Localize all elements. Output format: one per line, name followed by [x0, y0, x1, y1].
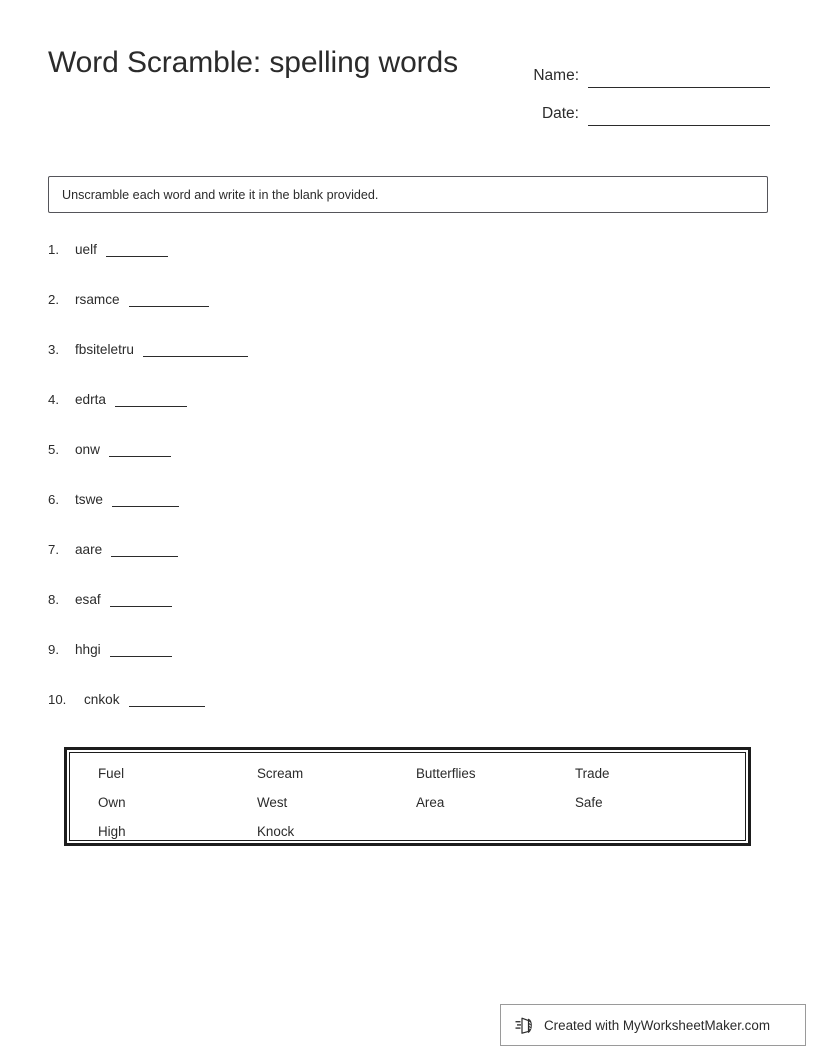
worksheet-maker-logo-icon [515, 1014, 537, 1036]
word-bank-word: Butterflies [416, 766, 476, 781]
problem-number: 8. [48, 592, 59, 607]
problem-row [48, 690, 748, 740]
footer-badge[interactable] [500, 1004, 806, 1046]
answer-blank[interactable] [110, 640, 172, 657]
worksheet-header [48, 42, 770, 152]
scrambled-word: fbsiteletru [75, 342, 134, 357]
scrambled-word: tswe [75, 492, 103, 507]
problem-row [48, 590, 748, 640]
problem-row [48, 390, 748, 440]
problem-number: 4. [48, 392, 59, 407]
problem-list [48, 240, 748, 740]
name-input-line[interactable] [588, 67, 770, 88]
word-bank-word: Scream [257, 766, 304, 781]
problem-row [48, 340, 748, 390]
answer-blank[interactable] [110, 590, 172, 607]
date-label: Date: [541, 105, 579, 122]
problem-row [48, 240, 748, 290]
problem-row [48, 490, 748, 540]
name-row [470, 50, 770, 88]
word-bank-box [64, 747, 751, 846]
answer-blank[interactable] [115, 390, 187, 407]
problem-row [48, 540, 748, 590]
problem-row [48, 640, 748, 690]
problem-number: 9. [48, 642, 59, 657]
word-bank-row [98, 765, 745, 794]
answer-blank[interactable] [109, 440, 171, 457]
answer-blank[interactable] [111, 540, 178, 557]
word-bank-word: West [257, 795, 288, 810]
word-bank-word: Safe [575, 795, 603, 810]
word-bank-word: High [98, 824, 126, 839]
scrambled-word: rsamce [75, 292, 120, 307]
problem-row [48, 290, 748, 340]
answer-blank[interactable] [106, 240, 168, 257]
problem-number: 7. [48, 542, 59, 557]
word-bank-row [98, 794, 745, 823]
scrambled-word: cnkok [84, 692, 120, 707]
date-row [470, 88, 770, 126]
word-bank-empty [416, 823, 575, 852]
scrambled-word: edrta [75, 392, 106, 407]
word-bank-word: Own [98, 795, 126, 810]
word-bank-word: Knock [257, 824, 295, 839]
problem-row [48, 440, 748, 490]
page-title: Word Scramble: spelling words [48, 46, 459, 79]
word-bank-grid [69, 752, 746, 841]
name-label: Name: [533, 67, 579, 84]
word-bank-row [98, 823, 745, 852]
problem-number: 5. [48, 442, 59, 457]
word-bank-word: Area [416, 795, 445, 810]
word-bank-word: Trade [575, 766, 610, 781]
name-date-block [470, 50, 770, 126]
date-input-line[interactable] [588, 105, 770, 126]
scrambled-word: aare [75, 542, 103, 557]
instructions-box [48, 176, 768, 213]
answer-blank[interactable] [129, 290, 209, 307]
scrambled-word: esaf [75, 592, 101, 607]
problem-number: 1. [48, 242, 59, 257]
word-bank-word: Fuel [98, 766, 125, 781]
scrambled-word: uelf [75, 242, 97, 257]
footer-text: Created with MyWorksheetMaker.com [544, 1017, 770, 1033]
word-bank-empty [575, 823, 734, 852]
answer-blank[interactable] [129, 690, 205, 707]
problem-number: 2. [48, 292, 59, 307]
answer-blank[interactable] [143, 340, 248, 357]
scrambled-word: onw [75, 442, 100, 457]
problem-number: 6. [48, 492, 59, 507]
problem-number: 3. [48, 342, 59, 357]
scrambled-word: hhgi [75, 642, 101, 657]
problem-number: 10. [48, 692, 67, 707]
instructions-text: Unscramble each word and write it in the blank provided. [62, 187, 379, 202]
answer-blank[interactable] [112, 490, 179, 507]
